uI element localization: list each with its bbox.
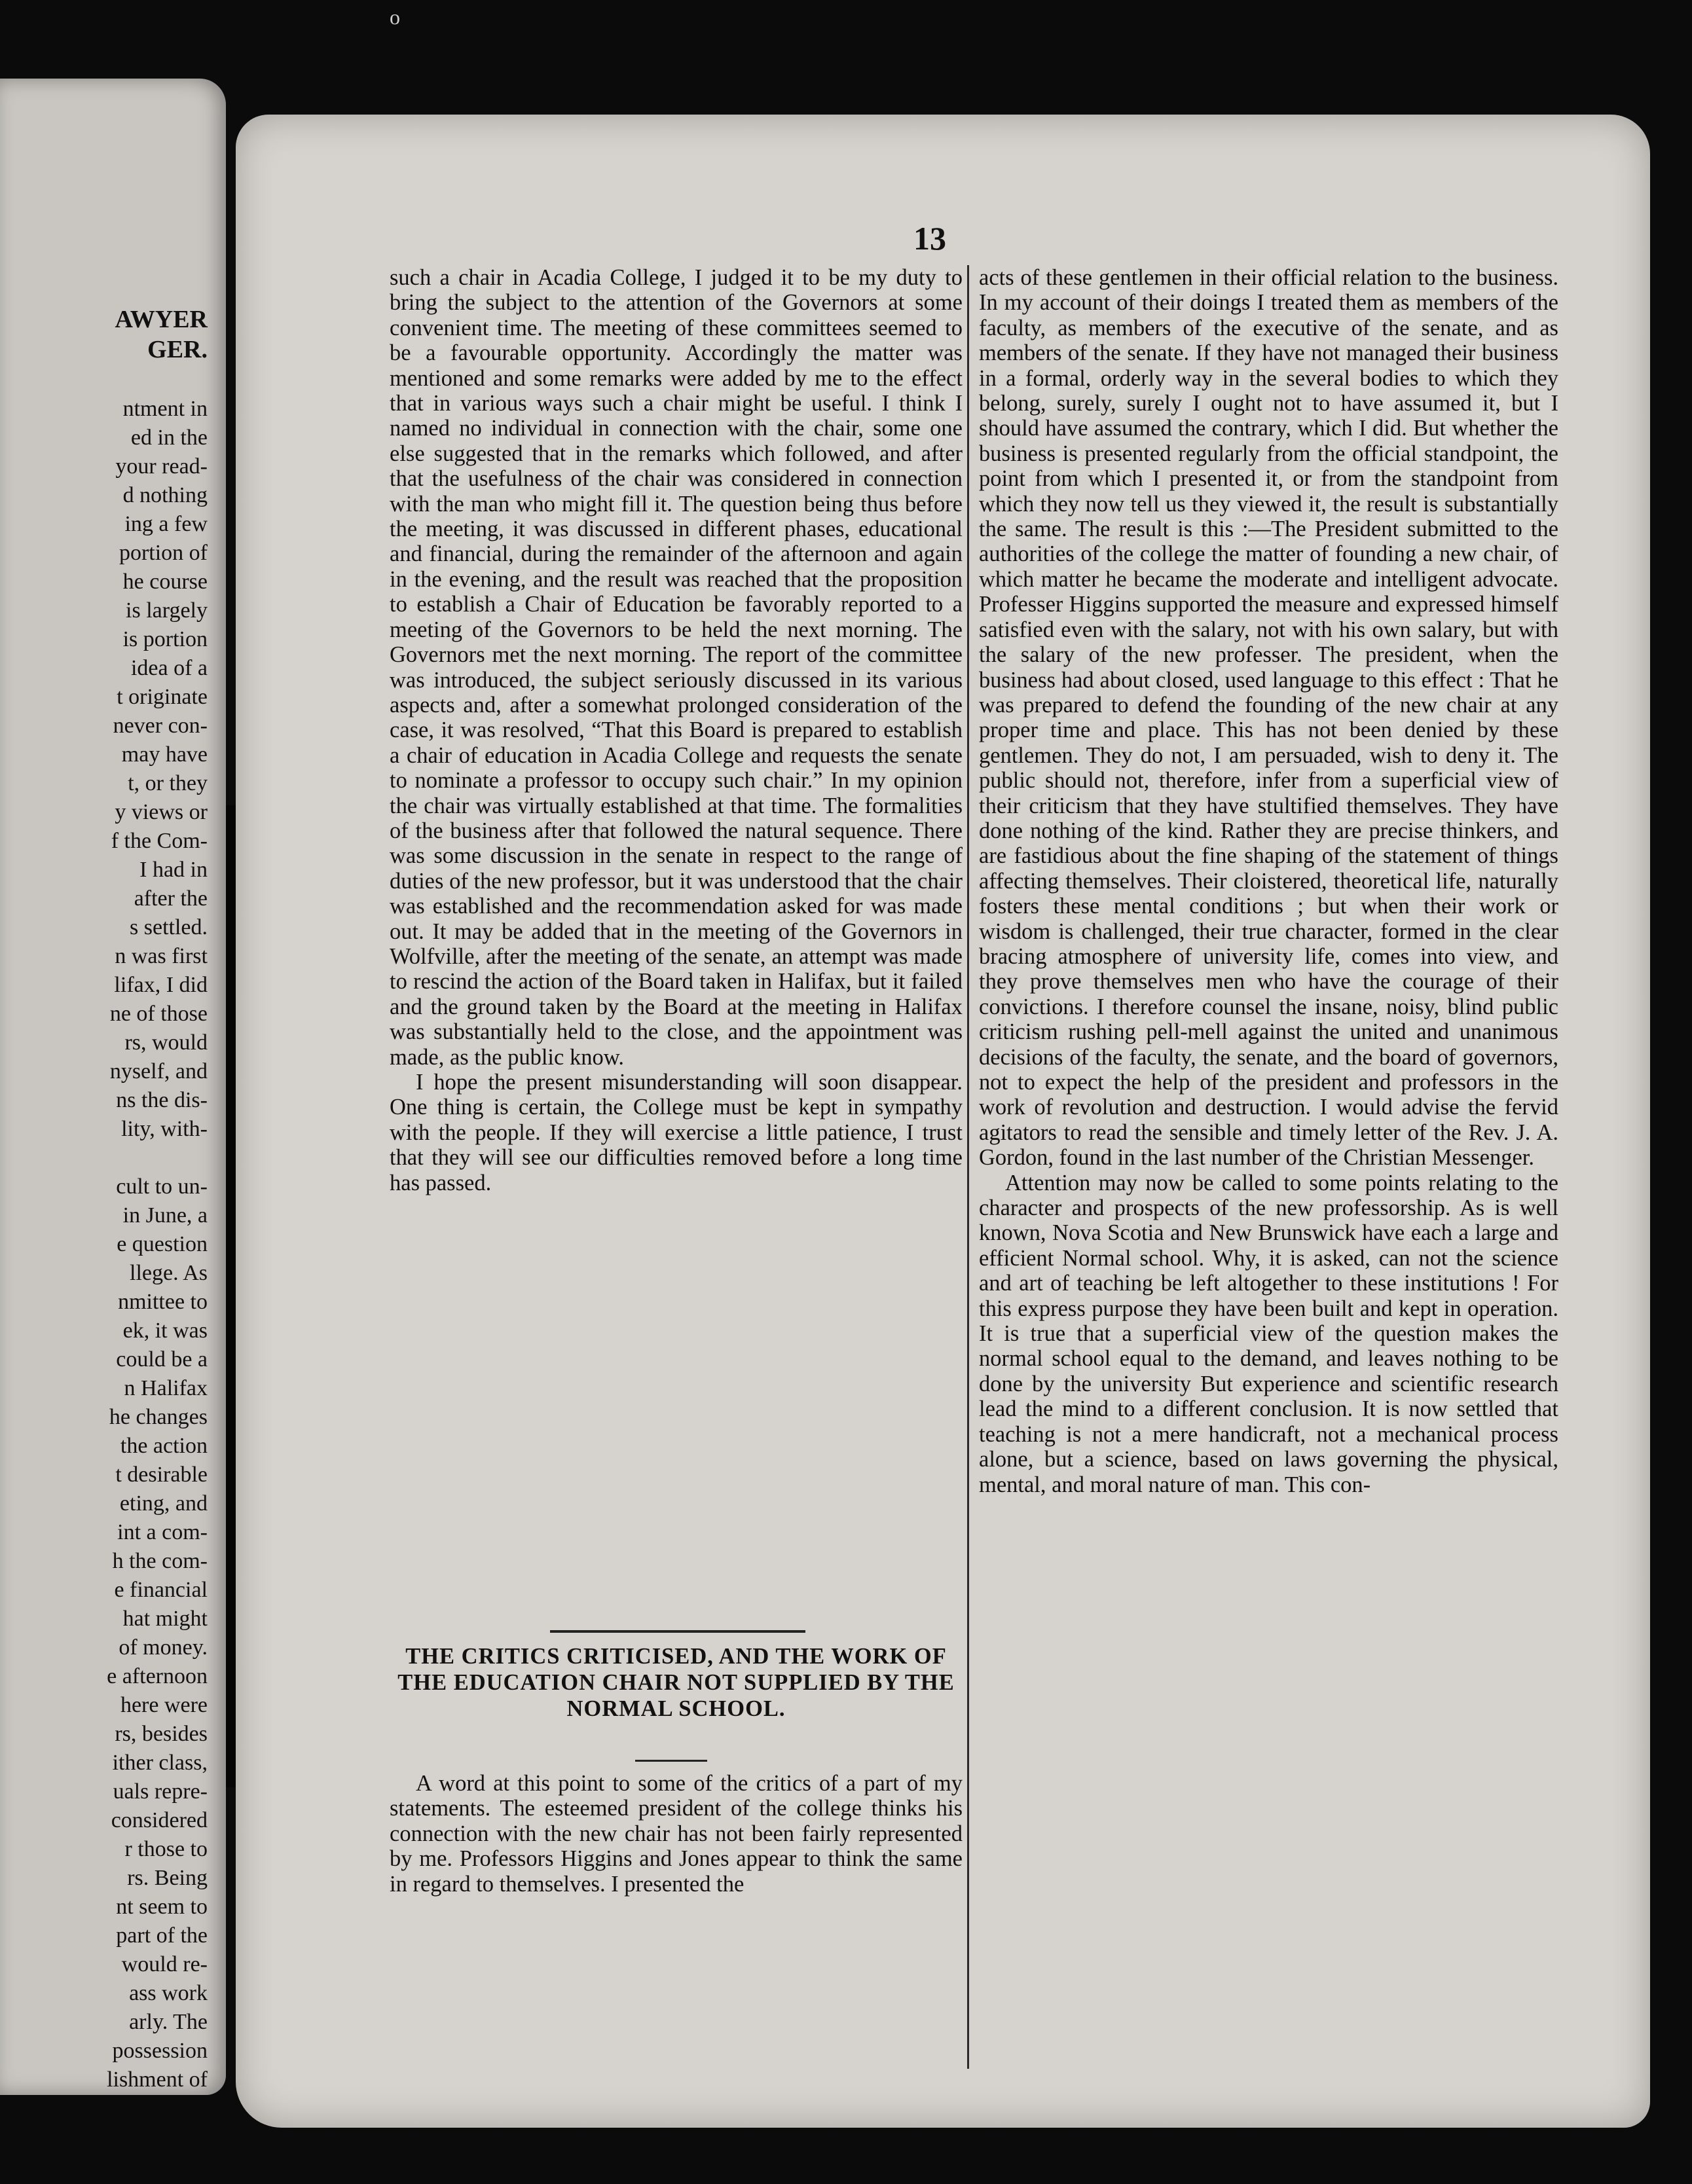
left-page-line: is largely: [126, 598, 208, 623]
left-page-line: rs, would: [124, 1030, 208, 1055]
right-column: [979, 265, 1558, 1497]
left-page-line: portion of: [119, 541, 208, 565]
left-page-line: e financial: [114, 1578, 208, 1602]
left-page-line: t, or they: [128, 771, 208, 795]
left-page-line: would re-: [121, 1952, 208, 1976]
left-page-line: t desirable: [115, 1463, 208, 1487]
left-column-paragraph: such a chair in Acadia College, I judged it to be my duty to bring the subject to the attention of the Governors at some convenient time. The meeting of these committees seemed to be a favourable opportunity. Accordingly the matter was mentioned and some remarks were added by me to the effect that in various ways such a chair might be useful. I think I named no individual in connection with the chair, some one else suggested that in the remarks which followed, and after that the usefulness of the chair was considered in connection with the man who might fill it. The question being thus before the meeting, it was discussed in different phases, educational and financial, during the remainder of the afternoon and again in the evening, and the result was reached that the proposition to establish a Chair of Education be favorably reported to a meeting of the Governors to be held the next morning. The Governors met the next morning. The report of the committee was introduced, the subject seriously discussed in its various aspects and, after a somewhat prolonged consideration of the case, it was resolved, “That this Board is prepared to establish a chair of education in Acadia College and requests the senate to nominate a professor to occupy such chair.” In my opinion the chair was virtually established at that time. The formalities of the business after that followed the natural sequence. There was some discussion in the senate in respect to the range of duties of the new professor, but it was understood that the chair was established and the recommendation asked for was made out. It may be added that in the meeting of the Governors in Wolfville, after the meeting of the senate, an attempt was made to rescind the action of the Board taken in Halifax, but it failed and the ground taken by the Board at the meeting in Halifax was substantially held to the close, and the appointment was made, as the public know.: [390, 265, 963, 1070]
left-page-line: eting, and: [119, 1491, 208, 1516]
left-page-line: lishment of: [107, 2067, 208, 2092]
left-page-fragment: [0, 79, 226, 2095]
right-column-paragraph: Attention may now be called to some points relating to the character and prospects of the new professorship. As is well known, Nova Scotia and New Brunswick have each a large and efficient Normal school. Why, it is asked, can not the science and art of teaching be left altogether to these institutions ! For this express purpose they have been built and kept in operation. It is true that a superficial view of the question makes the normal school equal to the demand, and leaves nothing to be done by the university But experience and scientific research lead the mind to a different conclusion. It is now settled that teaching is not a mere handicraft, not a mechanical process alone, but a science, based on laws governing the physical, mental, and moral nature of man. This con-: [979, 1170, 1558, 1497]
left-page-line: in June, a: [122, 1203, 208, 1228]
left-page-line: nt seem to: [116, 1895, 208, 1919]
left-page-line: part of the: [116, 1923, 208, 1948]
left-page-line: rs. Being: [127, 1866, 208, 1890]
left-page-line: e question: [117, 1232, 208, 1256]
left-page-line: s settled.: [130, 915, 208, 939]
left-heading-line: AWYER: [115, 306, 208, 333]
left-page-line: llege. As: [130, 1261, 208, 1285]
left-page-line: after the: [134, 886, 208, 911]
left-page-line: ither class,: [112, 1751, 208, 1775]
left-page-line: your read-: [115, 454, 208, 479]
left-page-line: n Halifax: [124, 1376, 208, 1400]
left-page-line: I had in: [139, 858, 208, 882]
left-column: [390, 265, 963, 1195]
left-page-line: uals repre-: [113, 1779, 208, 1804]
section-rule-short: [635, 1760, 707, 1762]
left-page-line: int a com-: [117, 1520, 208, 1544]
left-page-line: n was first: [115, 944, 208, 968]
left-page-line: of money.: [119, 1635, 208, 1660]
left-page-line: h the com-: [112, 1549, 208, 1573]
left-column-paragraph: I hope the present misunderstanding will soon disappear. One thing is certain, the College must be kept in sympathy with the people. If they will exercise a little patience, I trust that they will see our difficulties removed before a long time has passed.: [390, 1070, 963, 1195]
left-page-line: cult to un-: [116, 1174, 208, 1199]
left-page-line: may have: [121, 742, 208, 767]
left-page-line: he course: [122, 570, 208, 594]
left-page-line: lity, with-: [121, 1117, 208, 1141]
left-page-line: could be a: [116, 1347, 208, 1372]
left-page-line: f the Com-: [111, 829, 208, 853]
left-page-line: e afternoon: [107, 1664, 208, 1688]
newspaper-page: [236, 115, 1650, 2128]
page-number: 13: [913, 220, 946, 257]
left-page-line: is portion: [122, 627, 208, 651]
left-page-line: he changes: [109, 1405, 208, 1429]
left-page-line: possession: [112, 2039, 208, 2063]
left-page-line: ed in the: [130, 426, 208, 450]
section-rule: [550, 1630, 805, 1633]
corner-mark: o: [390, 5, 400, 29]
left-page-line: ass work: [129, 1981, 208, 2005]
left-page-line: lifax, I did: [114, 973, 208, 997]
left-page-line: idea of a: [130, 656, 208, 680]
left-heading-line: GER.: [147, 336, 208, 363]
right-column-paragraph: acts of these gentlemen in their official relation to the business. In my account of their doings I treated them as members of the faculty, as members of the executive of the senate, and as members of the senate. If they have not managed their business in a formal, orderly way in the several bodies to which they belong, surely, surely I ought not to have assumed it, but I should have assumed the contrary, which I did. But whether the business is presented regularly from the official standpoint, the point from which I presented it, or from the standpoint from which they now tell us they viewed it, the result is substantially the same. The result is this :—The President submitted to the authorities of the college the matter of founding a new chair, of which matter he became the moderate and intelligent advocate. Professer Higgins supported the measure and expressed himself satisfied even with the salary, not with his own salary, but with the salary of the new professer. The president, when the business had about closed, used language to this effect : That he was prepared to defend the founding of the new chair at any proper time and place. This has not been denied by these gentlemen. They do not, I am persuaded, wish to deny it. The public should not, therefore, infer from a superficial view of their criticism that they have stultified themselves. They have done nothing of the kind. Rather they are precise thinkers, and are fastidious about the fine shaping of the statement of things affecting themselves. Their cloistered, theoretical life, naturally fosters these mental conditions ; but when their work or wisdom is challenged, their true character, formed in the clear bracing atmosphere of university life, comes into view, and they prove themselves men who have the courage of their convictions. I therefore counsel the insane, noisy, blind public criticism rushing pell-mell against the united and unanimous decisions of the faculty, the senate, and the board of governors, not to expect the help of the president and professors in the work of revolution and destruction. I would advise the fervid agitators to read the sensible and timely letter of the Rev. J. A. Gordon, found in the last number of the Christian Messenger.: [979, 265, 1558, 1171]
left-page-line: ntment in: [122, 397, 208, 421]
left-page-line: ing a few: [124, 512, 208, 536]
left-page-line: nyself, and: [109, 1059, 208, 1083]
section-paragraph: A word at this point to some of the critics of a part of my statements. The esteemed president of the college thinks his connection with the new chair has not been fairly represented by me. Professors Higgins and Jones appear to think the same in regard to themselves. I presented the: [390, 1771, 963, 1897]
left-page-line: considered: [111, 1808, 208, 1832]
left-page-line: ns the dis-: [116, 1088, 208, 1112]
left-page-line: arly. The: [129, 2010, 208, 2034]
left-page-line: t originate: [117, 685, 208, 709]
left-page-lines: [0, 395, 208, 2094]
left-page-line: r those to: [124, 1837, 208, 1861]
left-page-line: hat might: [122, 1607, 208, 1631]
left-page-line: ek, it was: [122, 1319, 208, 1343]
section-body: [390, 1771, 963, 1897]
left-page-line: never con-: [113, 714, 208, 738]
left-page-line: here were: [120, 1693, 208, 1717]
left-page-line: d nothing: [122, 483, 208, 507]
left-page-line: the action: [120, 1434, 208, 1458]
left-page-line: [0, 1144, 208, 1173]
left-page-line: y views or: [115, 800, 208, 824]
section-heading: THE CRITICS CRITICISED, AND THE WORK OF THE EDUCATION CHAIR NOT SUPPLIED BY THE NORMAL SCHOOL.: [397, 1644, 955, 1721]
left-page-line: rs, besides: [115, 1722, 208, 1746]
column-divider: [967, 265, 969, 2069]
left-page-text: [0, 304, 208, 2094]
left-page-line: nmittee to: [118, 1290, 208, 1314]
left-page-line: ne of those: [109, 1002, 208, 1026]
